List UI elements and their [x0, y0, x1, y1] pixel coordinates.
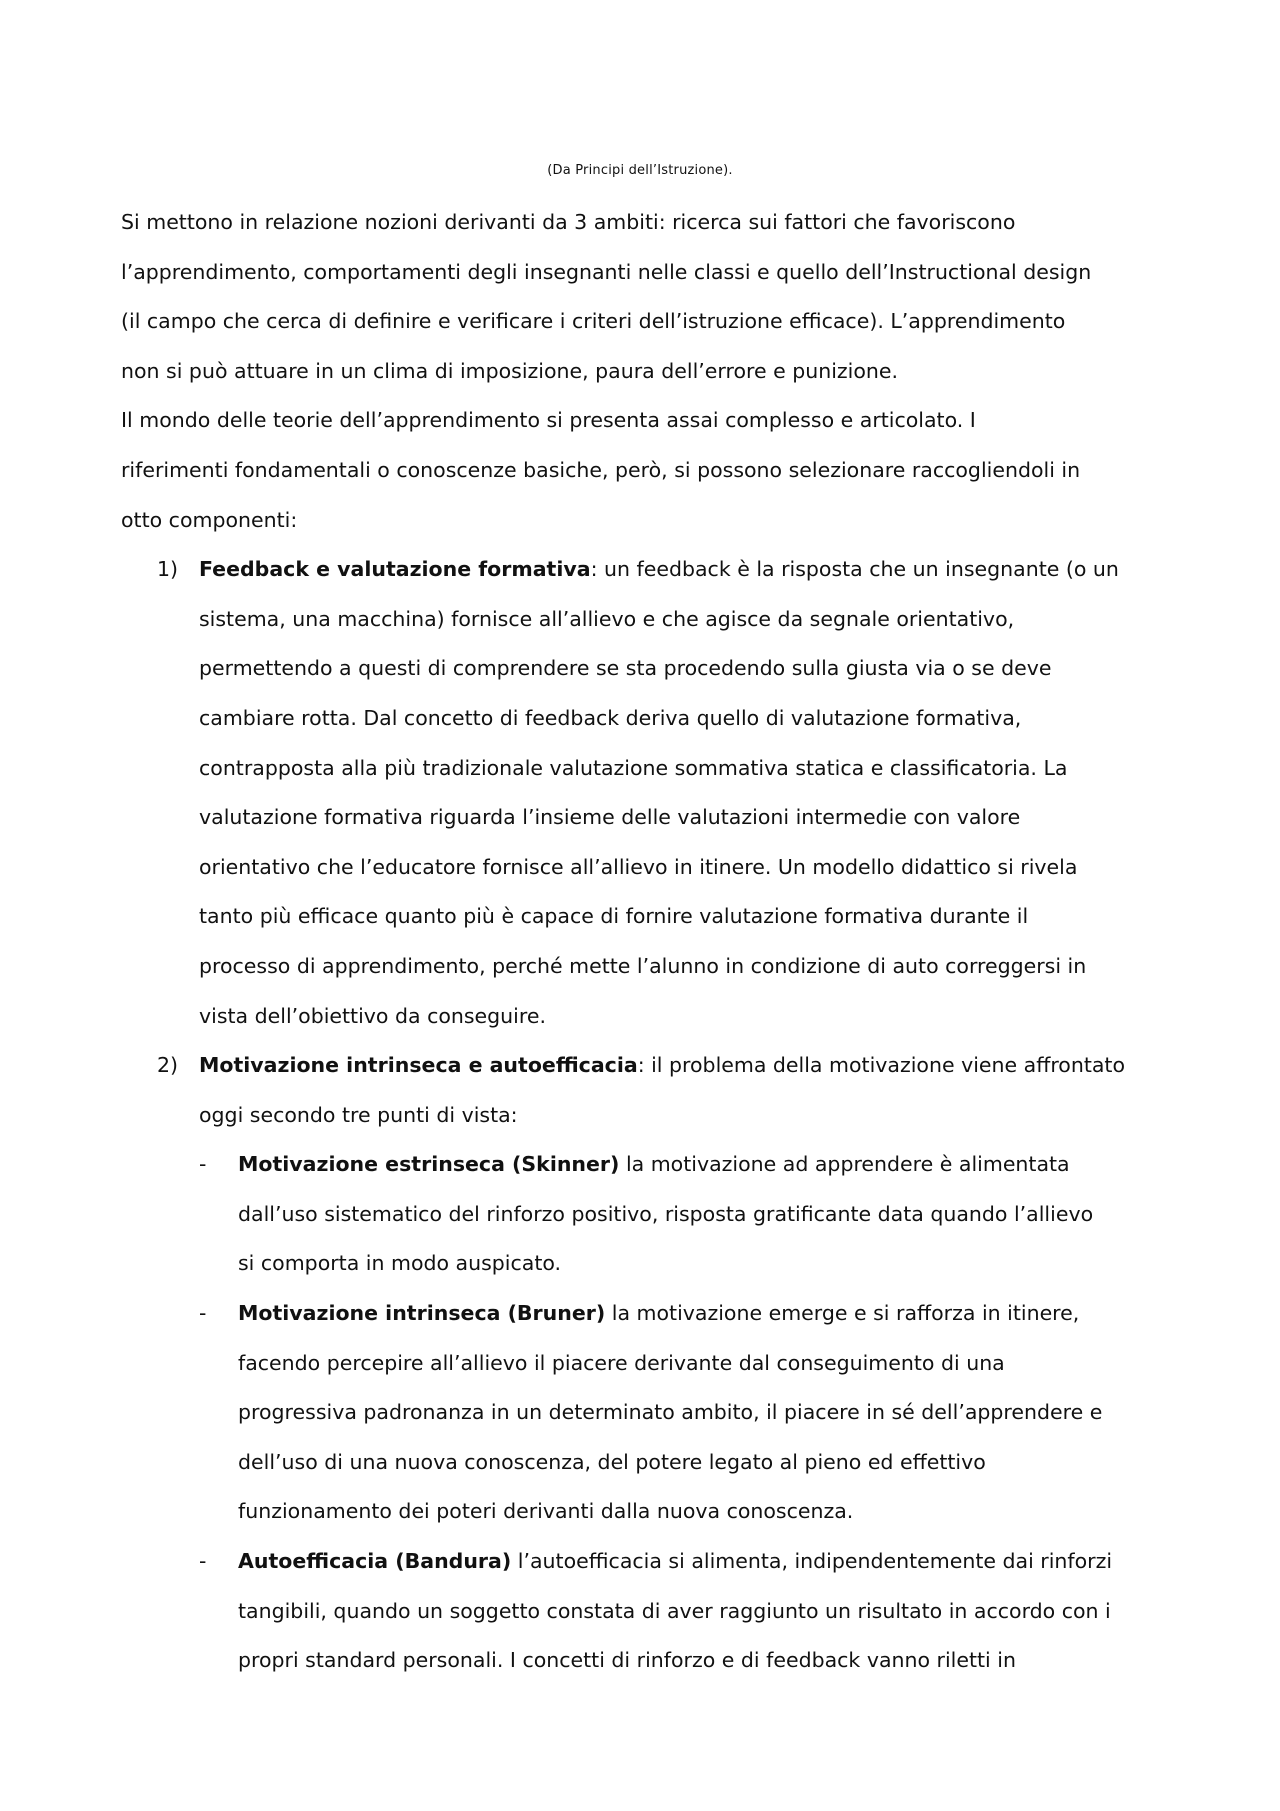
- source-citation: (Da Principi dell’Istruzione).: [547, 163, 733, 178]
- sub-item-term: Motivazione intrinseca (Bruner): [238, 1301, 606, 1326]
- text-line: oggi secondo tre punti di vista:: [199, 1102, 518, 1127]
- text-line: [238, 1140, 1166, 1190]
- sub-item-self-efficacy: [121, 1537, 1166, 1686]
- item-text: : un feedback è la risposta che un insegnante (o un: [590, 557, 1119, 582]
- sub-item-intrinsic: [121, 1289, 1166, 1537]
- dash-bullet: -: [199, 1301, 207, 1326]
- text-line: non si può attuare in un clima di imposizione, paura dell’errore e punizione.: [121, 358, 899, 383]
- text-line: valutazione formativa riguarda l’insieme delle valutazioni intermedie con valore: [199, 805, 1021, 830]
- text-line: tangibili, quando un soggetto constata di aver raggiunto un risultato in accordo con i: [238, 1598, 1111, 1623]
- text-line: permettendo a questi di comprendere se sta procedendo sulla giusta via o se deve: [199, 656, 1052, 681]
- dash-bullet: -: [199, 1152, 207, 1177]
- document-body: [121, 198, 1166, 1686]
- text-line: si comporta in modo auspicato.: [238, 1251, 562, 1276]
- sub-item-text: la motivazione ad apprendere è alimentata: [619, 1152, 1070, 1177]
- text-line: propri standard personali. I concetti di rinforzo e di feedback vanno riletti in: [238, 1648, 1016, 1673]
- text-line: Si mettono in relazione nozioni derivanti da 3 ambiti: ricerca sui fattori che favoriscono: [121, 210, 1016, 234]
- list-number: 2): [157, 1053, 179, 1078]
- sub-item-term: Autoefficacia (Bandura): [238, 1549, 512, 1574]
- text-line: orientativo che l’educatore fornisce all’allievo in itinere. Un modello didattico si rivela: [199, 854, 1078, 879]
- text-line: Il mondo delle teorie dell’apprendimento si presenta assai complesso e articolato. I: [121, 408, 976, 433]
- text-line: contrapposta alla più tradizionale valutazione sommativa statica e classificatoria. La: [199, 755, 1068, 780]
- list-item-feedback: [121, 545, 1166, 1041]
- text-line: (il campo che cerca di definire e verificare i criteri dell’istruzione efficace). L’apprendimento: [121, 309, 1066, 334]
- text-line: riferimenti fondamentali o conoscenze basiche, però, si possono selezionare raccogliendoli in: [121, 457, 1081, 482]
- text-line: cambiare rotta. Dal concetto di feedback deriva quello di valutazione formativa,: [199, 705, 1022, 730]
- list-number: 1): [157, 557, 179, 582]
- text-line: funzionamento dei poteri derivanti dalla nuova conoscenza.: [238, 1499, 854, 1524]
- text-line: [199, 545, 1166, 595]
- text-line: otto componenti:: [121, 507, 298, 532]
- list-item-motivation: [121, 1041, 1166, 1140]
- text-line: tanto più efficace quanto più è capace di fornire valutazione formativa durante il: [199, 904, 1029, 929]
- text-line: sistema, una macchina) fornisce all’allievo e che agisce da segnale orientativo,: [199, 606, 1015, 631]
- text-line: l’apprendimento, comportamenti degli insegnanti nelle classi e quello dell’Instructional design: [121, 259, 1092, 284]
- text-line: [238, 1537, 1166, 1587]
- sub-item-text: l’autoefficacia si alimenta, indipendentemente dai rinforzi: [511, 1549, 1113, 1574]
- sub-item-text: la motivazione emerge e si rafforza in itinere,: [605, 1301, 1080, 1326]
- item-term: Motivazione intrinseca e autoefficacia: [199, 1053, 638, 1078]
- text-line: progressiva padronanza in un determinato ambito, il piacere in sé dell’apprendere e: [238, 1400, 1103, 1425]
- text-line: dall’uso sistematico del rinforzo positivo, risposta gratificante data quando l’allievo: [238, 1201, 1094, 1226]
- sub-item-extrinsic: [121, 1140, 1166, 1289]
- text-line: processo di apprendimento, perché mette l’alunno in condizione di auto correggersi in: [199, 953, 1087, 978]
- text-line: vista dell’obiettivo da conseguire.: [199, 1003, 546, 1028]
- sub-item-term: Motivazione estrinseca (Skinner): [238, 1152, 620, 1177]
- text-line: [238, 1289, 1166, 1339]
- text-line: dell’uso di una nuova conoscenza, del potere legato al pieno ed effettivo: [238, 1449, 986, 1474]
- dash-bullet: -: [199, 1549, 207, 1574]
- item-text: : il problema della motivazione viene affrontato: [637, 1053, 1126, 1078]
- text-line: [199, 1041, 1166, 1091]
- text-line: facendo percepire all’allievo il piacere derivante dal conseguimento di una: [238, 1350, 1005, 1375]
- item-term: Feedback e valutazione formativa: [199, 557, 591, 582]
- intro-paragraph: [121, 198, 1166, 545]
